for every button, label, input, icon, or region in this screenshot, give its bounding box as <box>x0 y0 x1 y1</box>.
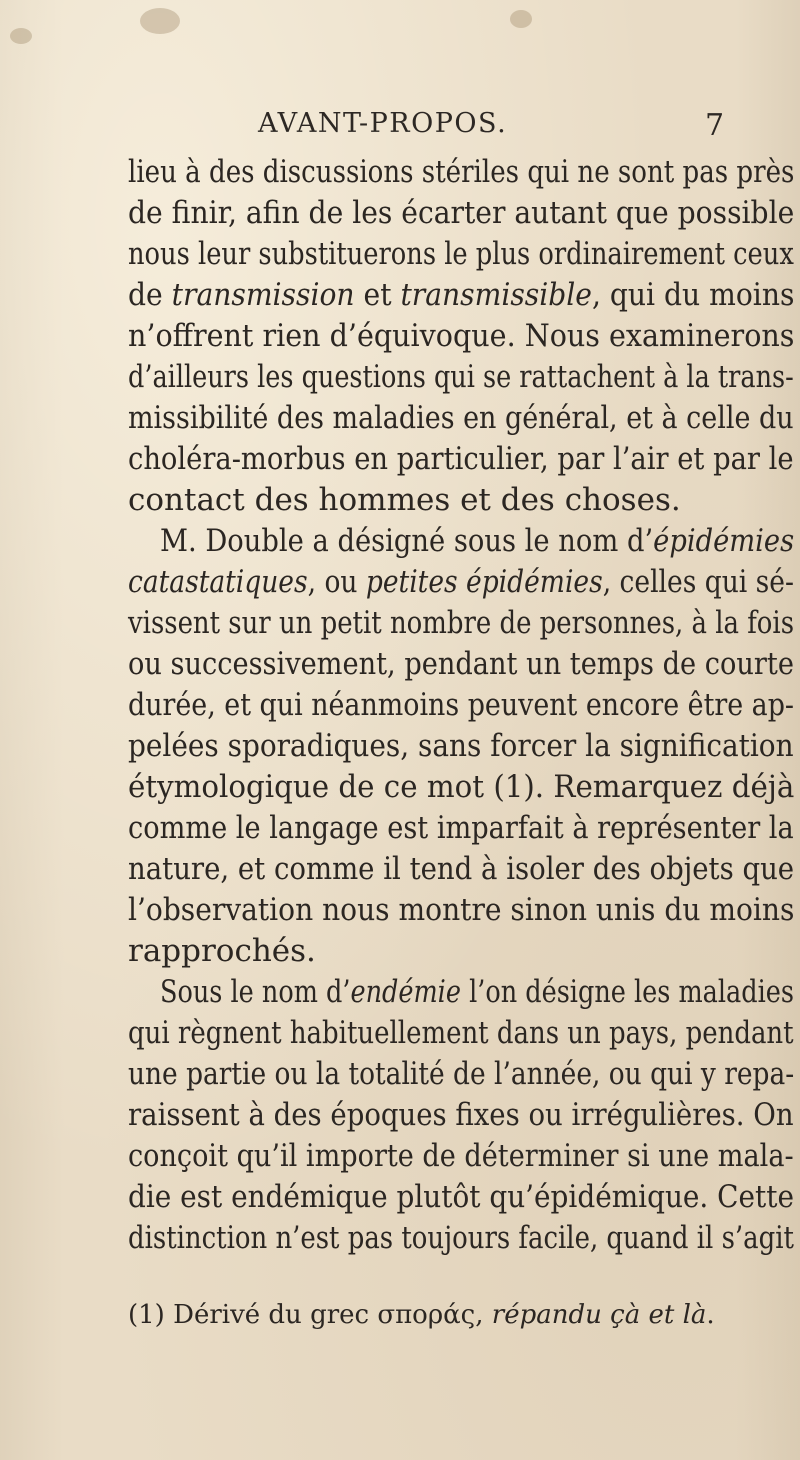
text-line: de finir, afin de les écarter autant que possible <box>128 195 795 231</box>
text-line: missibilité des maladies en général, et à celle du <box>128 400 794 436</box>
text-line: comme le langage est imparfait à représenter la <box>128 810 794 846</box>
text-line: conçoit qu’il importe de déterminer si une mala- <box>128 1138 794 1174</box>
text-line: raissent à des époques fixes ou irrégulières. On <box>128 1097 794 1133</box>
footnote: (1) Dérivé du grec σποράς, répandu çà et là. <box>128 1300 715 1330</box>
text-line: choléra-morbus en particulier, par l’air et par le <box>128 441 794 477</box>
paper-stain <box>140 8 180 34</box>
text-line: ou successivement, pendant un temps de courte <box>128 646 794 682</box>
text-line: nous leur substituerons le plus ordinairement ceux <box>128 236 794 272</box>
text-line: l’observation nous montre sinon unis du moins <box>128 892 795 928</box>
text-line: Sous le nom d’endémie l’on désigne les maladies <box>160 974 794 1010</box>
page-number: 7 <box>705 108 725 143</box>
text-line: nature, et comme il tend à isoler des objets que <box>128 851 795 887</box>
text-line: rapprochés. <box>128 933 316 969</box>
text-line: pelées sporadiques, sans forcer la signification <box>128 728 794 764</box>
text-line: vissent sur un petit nombre de personnes, à la fois <box>128 605 795 641</box>
text-line: de transmission et transmissible, qui du moins <box>128 277 795 313</box>
text-line: contact des hommes et des choses. <box>128 482 681 518</box>
text-line: lieu à des discussions stériles qui ne sont pas près <box>128 154 795 190</box>
running-title: AVANT-PROPOS. <box>258 108 508 139</box>
text-line: M. Double a désigné sous le nom d’épidémies <box>160 523 795 559</box>
text-line: catastatiques, ou petites épidémies, celles qui sé- <box>128 564 794 600</box>
paper-stain <box>10 28 32 44</box>
text-line: une partie ou la totalité de l’année, ou qui y repa- <box>128 1056 795 1092</box>
text-line: die est endémique plutôt qu’épidémique. Cette <box>128 1179 794 1215</box>
text-line: d’ailleurs les questions qui se rattachent à la trans- <box>128 359 794 395</box>
text-line: qui règnent habituellement dans un pays, pendant <box>128 1015 794 1051</box>
paper-stain <box>510 10 532 28</box>
text-line: durée, et qui néanmoins peuvent encore être ap- <box>128 687 795 723</box>
text-line: étymologique de ce mot (1). Remarquez déjà <box>128 769 795 805</box>
running-head <box>0 108 800 148</box>
text-line: distinction n’est pas toujours facile, quand il s’agit <box>128 1220 794 1256</box>
text-line: n’offrent rien d’équivoque. Nous examinerons <box>128 318 795 354</box>
